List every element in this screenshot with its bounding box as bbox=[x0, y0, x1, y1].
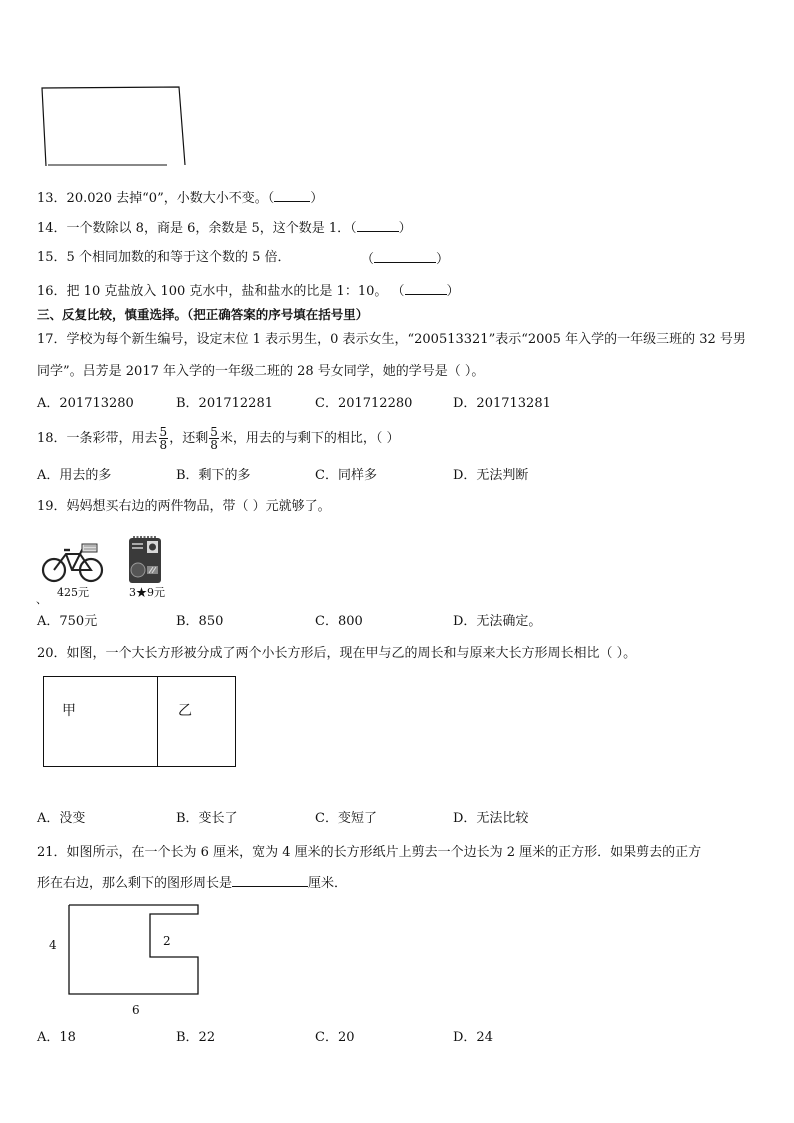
q16-answer-blank[interactable] bbox=[405, 282, 447, 295]
q18-middle: ，还剩 bbox=[169, 431, 209, 446]
q14-answer-blank[interactable] bbox=[357, 219, 399, 232]
question-20: 20．如图，一个大长方形被分成了两个小长方形后，现在甲与乙的周长和与原来大长方形周长相比（ ）。 bbox=[37, 646, 637, 661]
q15-answer bbox=[361, 250, 449, 268]
q21-option-d[interactable]: D．24 bbox=[453, 1030, 493, 1045]
q13-answer-blank[interactable] bbox=[274, 189, 310, 202]
dim-height-label: 4 bbox=[49, 938, 57, 952]
q17-option-a[interactable]: A．201713280 bbox=[37, 396, 134, 411]
dim-cut-label: 2 bbox=[163, 934, 171, 948]
section-3-heading: 三、反复比较，慎重选择。（把正确答案的序号填在括号里） bbox=[37, 307, 369, 322]
cut-rectangle-figure bbox=[40, 900, 210, 1022]
question-21-line1: 21．如图所示，在一个长为 6 厘米，宽为 4 厘米的长方形纸片上剪去一个边长为 2 厘米的正方形．如果剪去的正方 bbox=[37, 845, 702, 860]
q19-option-b[interactable]: B．850 bbox=[176, 614, 224, 629]
q18-fraction-1 bbox=[159, 426, 169, 451]
q18-frac2-denominator: 8 bbox=[210, 438, 218, 452]
rectangle-figure bbox=[43, 676, 236, 767]
question-17-line1: 17．学校为每个新生编号，设定末位 1 表示男生，0 表示女生，“200513321”表示“2005 年入学的一年级三班的 32 号男 bbox=[37, 332, 746, 347]
q19-option-d[interactable]: D．无法确定。 bbox=[453, 614, 542, 629]
question-13 bbox=[37, 189, 323, 207]
q18-option-d[interactable]: D．无法判断 bbox=[453, 468, 529, 483]
question-17-line2: 同学”。吕芳是 2017 年入学的一年级二班的 28 号女同学，她的学号是（ ）。 bbox=[37, 364, 485, 379]
question-16 bbox=[37, 282, 460, 300]
q14-close: ） bbox=[398, 221, 412, 236]
quadrilateral-outline bbox=[42, 87, 185, 166]
question-18 bbox=[37, 424, 399, 454]
dim-width-label: 6 bbox=[132, 1003, 140, 1017]
q17-option-c[interactable]: C．201712280 bbox=[315, 396, 413, 411]
q21-line2-post: 厘米． bbox=[308, 876, 348, 891]
q21-line2-pre: 形在右边，那么剩下的图形周长是 bbox=[37, 876, 233, 891]
q18-option-c[interactable]: C．同样多 bbox=[315, 468, 377, 483]
question-21-line2 bbox=[37, 874, 347, 892]
q20-option-b[interactable]: B．变长了 bbox=[176, 811, 238, 826]
q18-frac1-denominator: 8 bbox=[159, 438, 168, 452]
q15-text: 15．5 个相同加数的和等于这个数的 5 倍． bbox=[37, 250, 291, 265]
q18-option-a[interactable]: A．用去的多 bbox=[37, 468, 112, 483]
q13-text: 13．20.020 去掉“0”，小数大小不变。（ bbox=[37, 191, 275, 206]
q16-close: ） bbox=[446, 284, 460, 299]
q18-prefix: 18．一条彩带，用去 bbox=[37, 431, 158, 446]
question-14 bbox=[37, 219, 412, 237]
q21-option-b[interactable]: B．22 bbox=[176, 1030, 216, 1045]
q15-open: （ bbox=[361, 252, 375, 267]
label-jia: 甲 bbox=[62, 703, 76, 719]
q21-option-a[interactable]: A．18 bbox=[37, 1030, 76, 1045]
quadrilateral-figure bbox=[38, 82, 190, 170]
q20-option-a[interactable]: A．没变 bbox=[37, 811, 86, 826]
cut-rectangle-outline bbox=[69, 905, 198, 994]
radio-price: 3★9元 bbox=[129, 586, 165, 599]
q17-option-d[interactable]: D．201713281 bbox=[453, 396, 551, 411]
q18-fraction-2 bbox=[209, 426, 219, 451]
q19-option-a[interactable]: A．750元 bbox=[37, 614, 98, 629]
q16-text: 16．把 10 克盐放入 100 克水中，盐和盐水的比是 1：10。 （ bbox=[37, 284, 405, 299]
q15-close: ） bbox=[436, 252, 450, 267]
question-15 bbox=[37, 250, 290, 266]
bicycle-icon bbox=[40, 540, 106, 586]
q14-text: 14．一个数除以 8，商是 6，余数是 5，这个数是 1．（ bbox=[37, 221, 357, 236]
radio-icon bbox=[127, 533, 163, 585]
q18-suffix: 米，用去的与剩下的相比，（ ） bbox=[219, 431, 400, 446]
q13-close: ） bbox=[310, 191, 324, 206]
bicycle-price: 425元 bbox=[57, 586, 89, 599]
q18-option-b[interactable]: B．剩下的多 bbox=[176, 468, 251, 483]
q19-option-c[interactable]: C．800 bbox=[315, 614, 363, 629]
question-19: 19．妈妈想买右边的两件物品，带（ ）元就够了。 bbox=[37, 499, 331, 514]
q21-option-c[interactable]: C．20 bbox=[315, 1030, 355, 1045]
q15-answer-blank[interactable] bbox=[374, 250, 436, 263]
q21-answer-blank[interactable] bbox=[232, 874, 308, 887]
label-yi: 乙 bbox=[178, 703, 192, 719]
q17-option-b[interactable]: B．201712281 bbox=[176, 396, 273, 411]
q18-frac2-numerator: 5 bbox=[210, 425, 218, 439]
q20-option-c[interactable]: C．变短了 bbox=[315, 811, 377, 826]
rectangle-divider bbox=[157, 676, 158, 767]
q19-mark: 、 bbox=[36, 593, 47, 606]
q18-frac1-numerator: 5 bbox=[159, 425, 168, 439]
q20-option-d[interactable]: D．无法比较 bbox=[453, 811, 529, 826]
